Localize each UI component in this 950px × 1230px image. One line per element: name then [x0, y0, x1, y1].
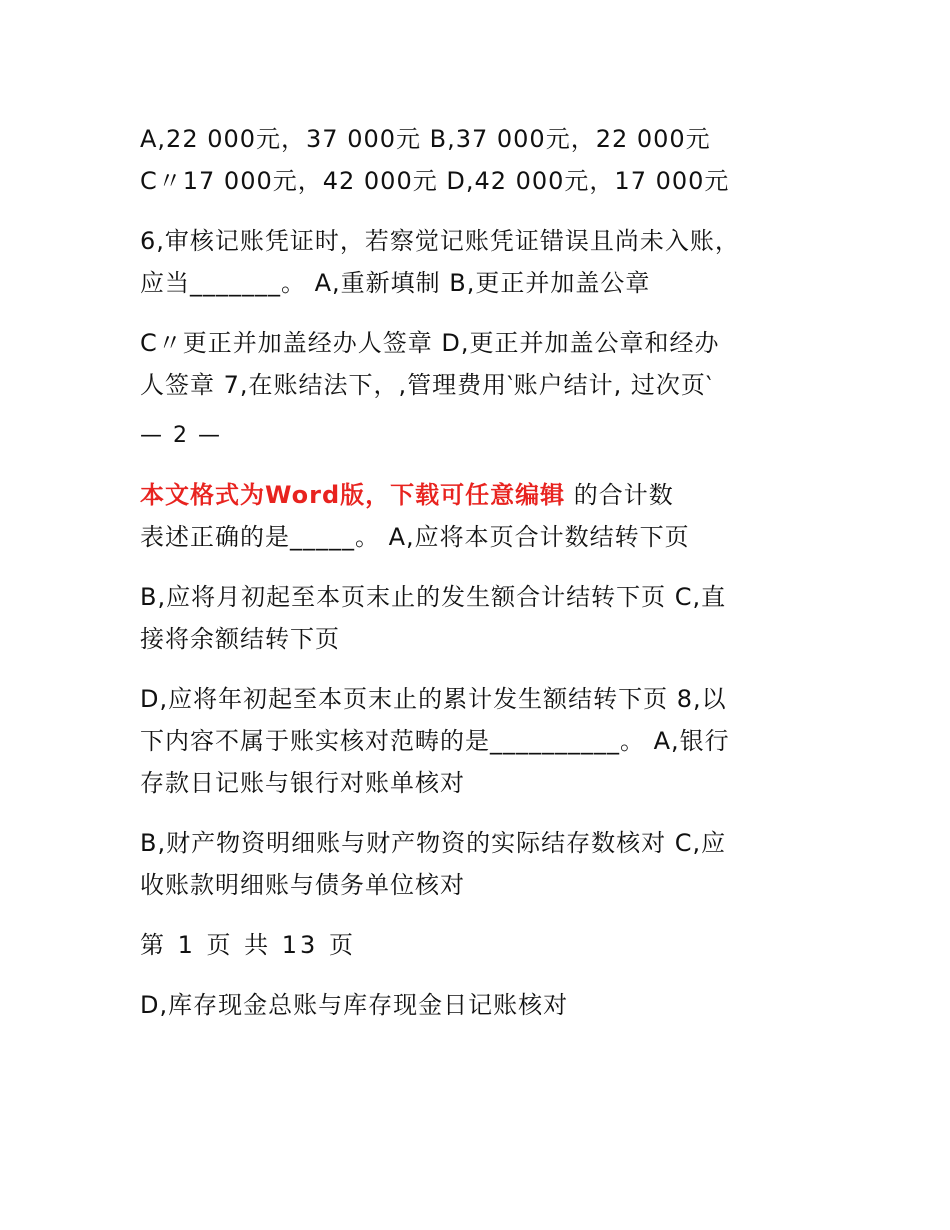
text-line: 应当_______。 A,重新填制 B,更正并加盖公章	[140, 269, 651, 297]
text-line: 人签章 7,在账结法下，,管理费用‵账户结计, 过次页‵	[140, 371, 713, 399]
banner-line	[140, 474, 830, 558]
paragraph-options-q8	[140, 822, 830, 906]
text-line: D,库存现金总账与库存现金日记账核对	[140, 991, 569, 1019]
paragraph-options-q5	[140, 118, 830, 202]
text-line: 接将余额结转下页	[140, 625, 340, 653]
paragraph-options-q6-q7	[140, 322, 830, 406]
text-line: B,财产物资明细账与财产物资的实际结存数核对 C,应	[140, 829, 727, 857]
word-format-banner: 本文格式为Word版，下载可任意编辑	[140, 481, 566, 509]
paragraph-option-d	[140, 984, 830, 1026]
text-line: 收账款明细账与债务单位核对	[140, 871, 465, 899]
text-line: 表述正确的是_____。 A,应将本页合计数结转下页	[140, 523, 690, 551]
text-line: B,应将月初起至本页末止的发生额合计结转下页 C,直	[140, 583, 727, 611]
text-line: C〃17 000元，42 000元 D,42 000元，17 000元	[140, 167, 730, 195]
text-line: C〃更正并加盖经办人签章 D,更正并加盖公章和经办	[140, 329, 720, 357]
paragraph-question-6	[140, 220, 830, 304]
text-line: 下内容不属于账实核对范畴的是__________。 A,银行	[140, 727, 730, 755]
paragraph-options-q7	[140, 576, 830, 660]
document-page	[140, 118, 830, 1044]
page-footer: 第 1 页 共 13 页	[140, 931, 356, 959]
page-marker: — 2 —	[140, 423, 222, 448]
text-line: A,22 000元，37 000元 B,37 000元，22 000元	[140, 125, 711, 153]
paragraph-question-8	[140, 678, 830, 804]
text-line: D,应将年初起至本页末止的累计发生额结转下页 8,以	[140, 685, 727, 713]
text-line: 存款日记账与银行对账单核对	[140, 769, 465, 797]
banner-continuation: 的合计数	[565, 481, 674, 509]
text-line: 6,审核记账凭证时，若察觉记账凭证错误且尚未入账，	[140, 227, 740, 255]
